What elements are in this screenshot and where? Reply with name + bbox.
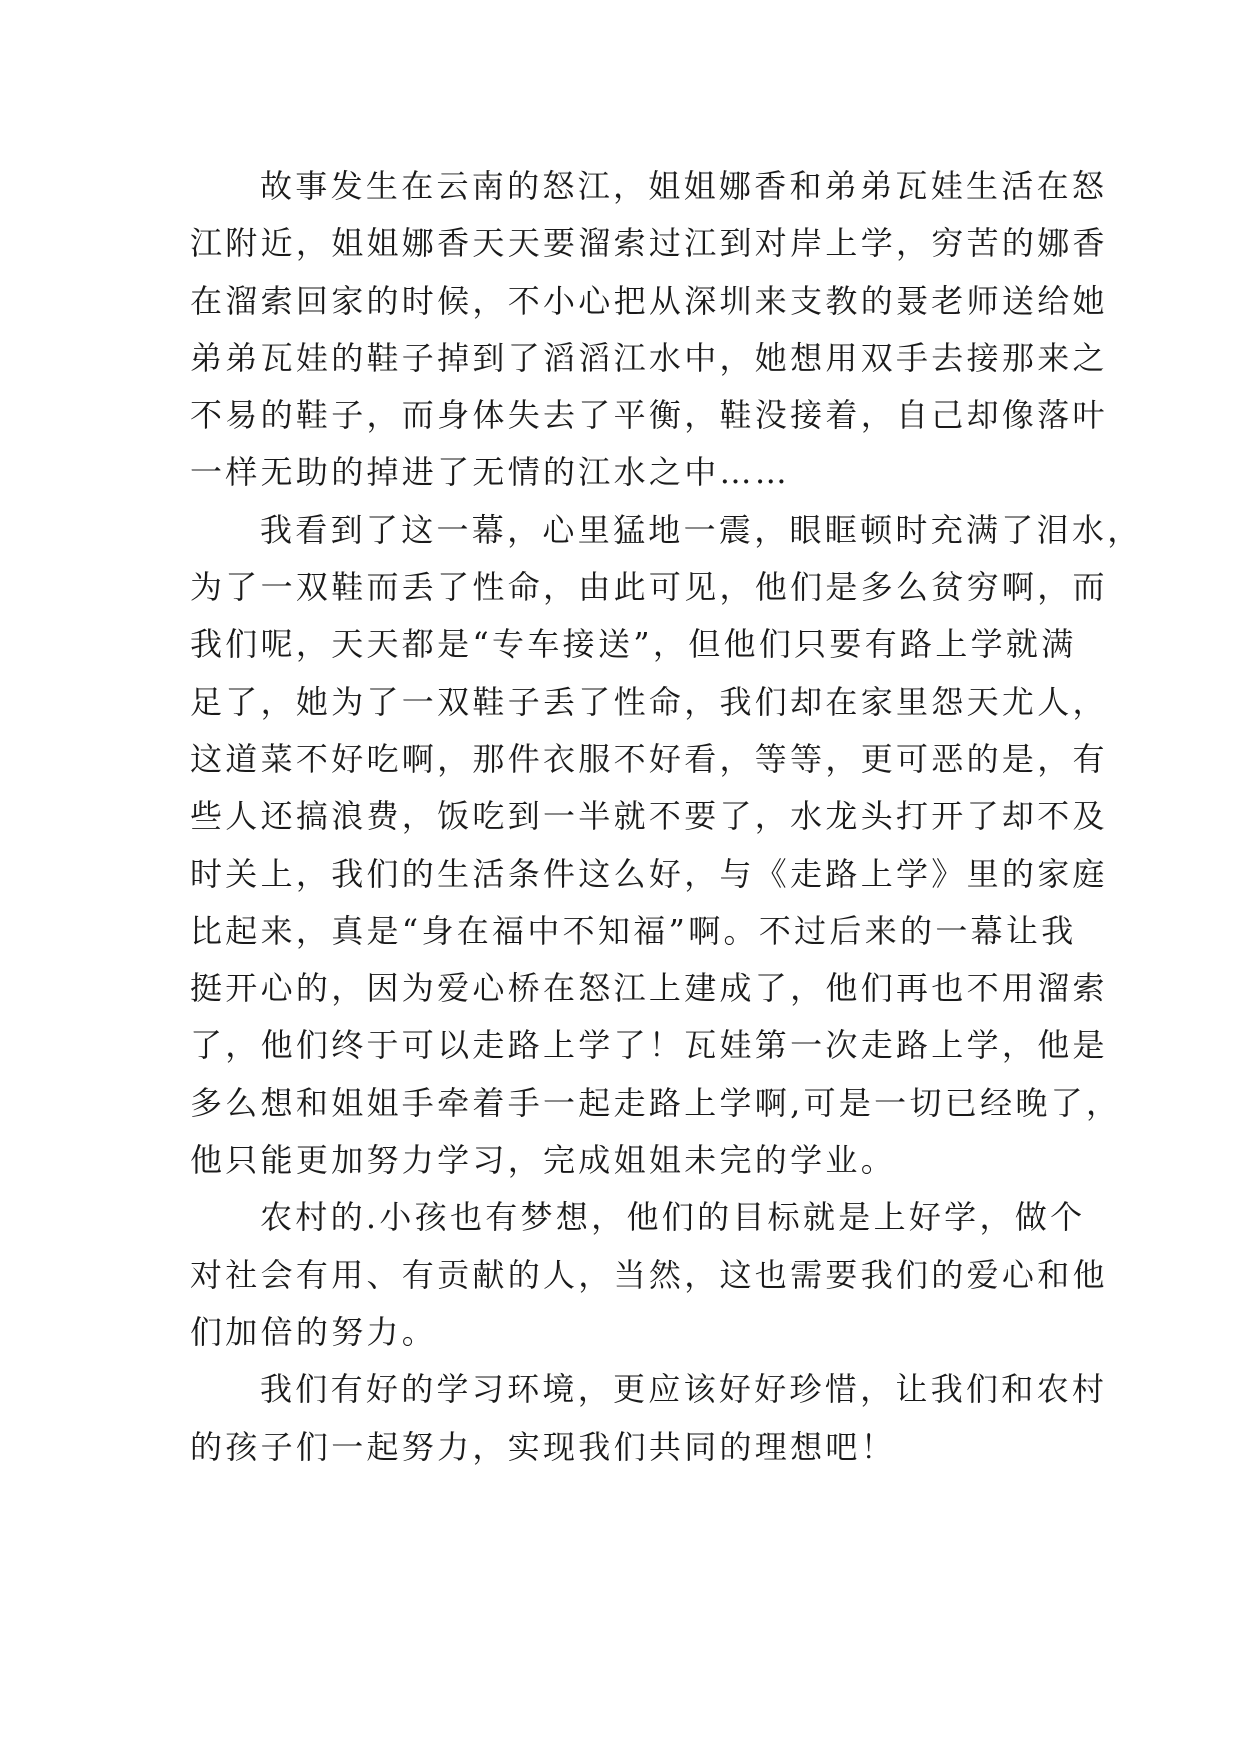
text-line: 的孩子们一起努力，实现我们共同的理想吧！ <box>190 1427 897 1466</box>
document-body <box>190 158 1143 1476</box>
text-line: 农村的.小孩也有梦想，他们的目标就是上好学，做个 <box>260 1198 1086 1237</box>
text-line: 些人还搞浪费，饭吃到一半就不要了，水龙头打开了却不及 <box>190 797 1108 836</box>
text-line: 了，他们终于可以走路上学了！瓦娃第一次走路上学，他是 <box>190 1026 1108 1065</box>
text-line: 我们有好的学习环境，更应该好好珍惜，让我们和农村 <box>260 1370 1108 1409</box>
text-line: 对社会有用、有贡献的人，当然，这也需要我们的爱心和他 <box>190 1255 1108 1294</box>
text-line: 江附近，姐姐娜香天天要溜索过江到对岸上学，穷苦的娜香 <box>190 224 1108 263</box>
paragraph-4 <box>190 1361 1108 1476</box>
text-line: 足了，她为了一双鞋子丢了性命，我们却在家里怨天尤人， <box>190 682 1108 721</box>
text-line: 在溜索回家的时候，不小心把从深圳来支教的聂老师送给她 <box>190 281 1108 320</box>
text-line: 我看到了这一幕，心里猛地一震，眼眶顿时充满了泪水， <box>260 510 1143 549</box>
paragraph-3 <box>190 1189 1108 1361</box>
text-line: 挺开心的，因为爱心桥在怒江上建成了，他们再也不用溜索 <box>190 969 1108 1008</box>
text-line: 比起来，真是“身在福中不知福”啊。不过后来的一幕让我 <box>190 911 1077 950</box>
text-line: 不易的鞋子，而身体失去了平衡，鞋没接着，自己却像落叶 <box>190 396 1108 435</box>
text-line: 这道菜不好吃啊，那件衣服不好看，等等，更可恶的是，有 <box>190 739 1108 778</box>
paragraph-1 <box>190 158 1108 502</box>
text-line: 弟弟瓦娃的鞋子掉到了滔滔江水中，她想用双手去接那来之 <box>190 338 1108 377</box>
text-line: 我们呢，天天都是“专车接送”，但他们只要有路上学就满 <box>190 625 1077 664</box>
text-line: 们加倍的努力。 <box>190 1312 438 1351</box>
text-line: 他只能更加努力学习，完成姐姐未完的学业。 <box>190 1141 897 1180</box>
text-line: 一样无助的掉进了无情的江水之中…… <box>190 453 791 492</box>
text-line: 时关上，我们的生活条件这么好，与《走路上学》里的家庭 <box>190 854 1108 893</box>
text-line: 多么想和姐姐手牵着手一起走路上学啊,可是一切已经晚了， <box>190 1083 1122 1122</box>
text-line: 故事发生在云南的怒江，姐姐娜香和弟弟瓦娃生活在怒 <box>260 167 1108 205</box>
paragraph-2 <box>190 502 1143 1190</box>
text-line: 为了一双鞋而丢了性命，由此可见，他们是多么贫穷啊，而 <box>190 568 1108 607</box>
